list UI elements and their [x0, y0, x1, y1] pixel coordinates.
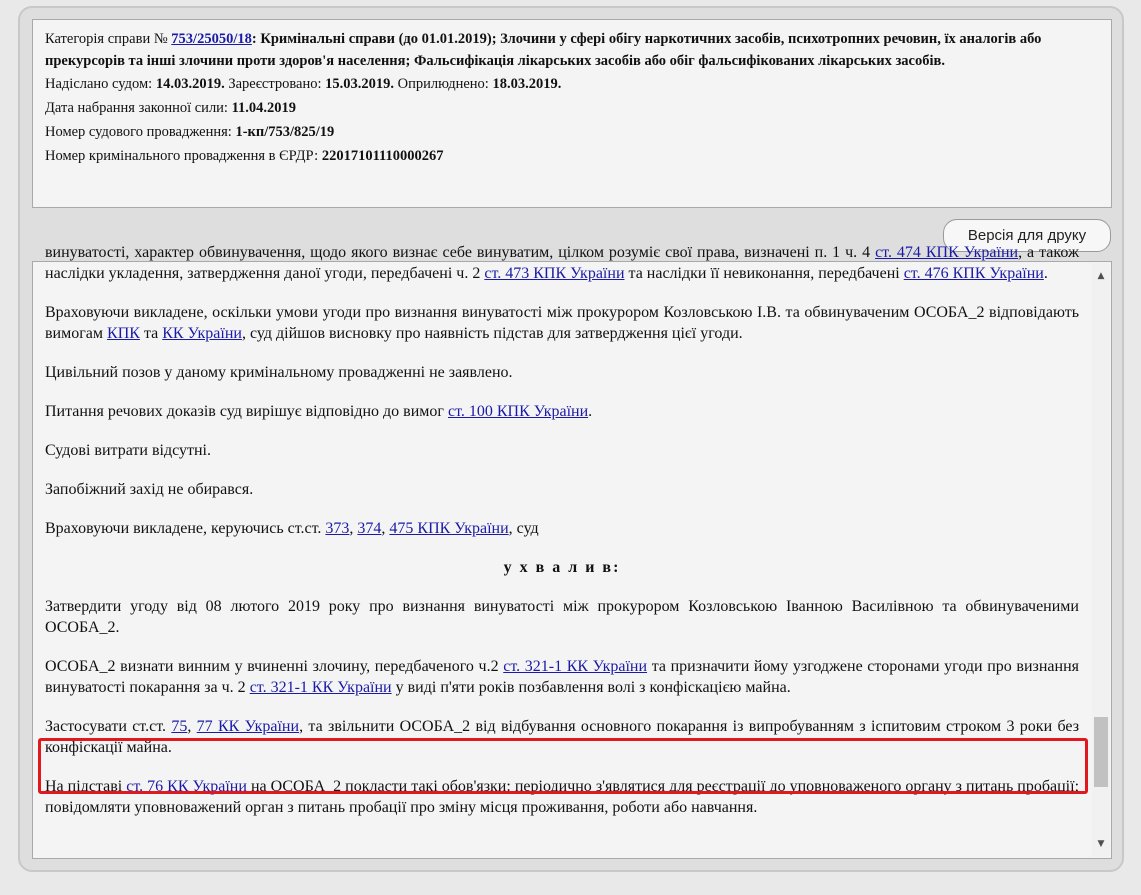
effective-date: Дата набрання законної сили: 11.04.2019	[45, 100, 297, 116]
print-version-button[interactable]: Версія для друку	[943, 219, 1111, 252]
law-link[interactable]: ст. 76 КК України	[126, 778, 247, 795]
highlighted-paragraph: Застосувати ст.ст. 75, 77 КК України, та звільнити ОСОБА_2 від відбування основного покарання із випробуванням з іспитовим строком 3 роки без конфіскації майна.	[45, 718, 1080, 756]
paragraph: Судові витрати відсутні.	[45, 442, 211, 459]
criminal-number: Номер кримінального провадження в ЄРДР: 22017101110000267	[45, 148, 444, 164]
law-link[interactable]: ст. 474 КПК України	[875, 244, 1019, 261]
paragraph: Враховуючи викладене, оскільки умови угоди про визнання винуватості між прокурором Козловською І.В. та обвинуваченим ОСОБА_2 відповідають вимогам КПК та КК України, суд дійшов висновку про наявність підстав для затвердження цієї угоди.	[45, 304, 1079, 342]
paragraph: Цивільний позов у даному кримінальному провадженні не заявлено.	[45, 364, 513, 381]
case-number-link[interactable]: 753/25050/18	[171, 31, 252, 47]
law-link[interactable]: 475 КПК України	[389, 520, 509, 537]
ruling-heading: у х в а л и в:	[503, 559, 621, 576]
paragraph: Затвердити угоду від 08 лютого 2019 року про визнання винуватості між прокурором Козловською Іванною Василівною та обвинуваченими ОСОБА_2.	[45, 598, 1079, 636]
law-link[interactable]: ст. 321-1 КК України	[249, 679, 392, 696]
law-link[interactable]: КК України	[162, 325, 242, 342]
proceeding-number: Номер судового провадження: 1-кп/753/825/19	[45, 124, 335, 140]
scroll-up-arrow-icon[interactable]: ▲	[1097, 271, 1105, 281]
paragraph: На підставі ст. 76 КК України на ОСОБА_2 покласти такі обов'язки: періодично з'являтися для реєстрації до уповноваженого органу з питань пробації; повідомляти уповноважений орган з питань пробації про зміну місця проживання, роботи або навчання.	[45, 778, 1080, 816]
law-link[interactable]: 77 КК України	[196, 718, 300, 735]
law-link[interactable]: КПК	[107, 325, 140, 342]
law-link[interactable]: ст. 100 КПК України	[447, 403, 589, 420]
paragraph: Запобіжний захід не обирався.	[45, 481, 254, 498]
case-info-panel	[32, 19, 1112, 208]
law-link[interactable]: ст. 476 КПК України	[903, 265, 1044, 282]
case-category: Категорія справи № 753/25050/18: Кримінальні справи (до 01.01.2019); Злочини у сфері обігу наркотичних засобів, психотропних речовин, їх аналогів або прекурсорів та інші злочини проти здоров'я населення; Фальсифікація лікарських засобів або обіг фальсифікованих лікарських засобів.	[45, 31, 1042, 69]
paragraph: винуватості, характер обвинувачення, щодо якого визнає себе винуватим, цілком розуміє свої права, визначені п. 1 ч. 4 ст. 474 КПК України, а також наслідки укладення, затвердження даної угоди, передбачені ч. 2 ст. 473 КПК України та наслідки її невиконання, передбачені ст. 476 КПК України.	[45, 244, 1080, 282]
law-link[interactable]: 373	[325, 520, 350, 537]
paragraph: Питання речових доказів суд вирішує відповідно до вимог ст. 100 КПК України.	[45, 403, 593, 420]
paragraph: ОСОБА_2 визнати винним у вчиненні злочину, передбаченого ч.2 ст. 321-1 КК України та призначити йому узгоджене сторонами угоди про визнання винуватості покарання за ч. 2 ст. 321-1 КК України у виді п'яти років позбавлення волі з конфіскацією майна.	[45, 658, 1079, 696]
scroll-thumb[interactable]	[1094, 717, 1108, 787]
law-link[interactable]: ст. 321-1 КК України	[503, 658, 648, 675]
document-scrollbar[interactable]	[1092, 263, 1110, 857]
document-viewer[interactable]	[32, 244, 1112, 859]
scroll-down-arrow-icon[interactable]: ▼	[1097, 839, 1105, 849]
paragraph: Враховуючи викладене, керуючись ст.ст. 373, 374, 475 КПК України, суд	[45, 520, 539, 537]
law-link[interactable]: 75	[171, 718, 188, 735]
law-link[interactable]: ст. 473 КПК України	[484, 265, 625, 282]
law-link[interactable]: 374	[357, 520, 382, 537]
document-text	[45, 242, 1079, 836]
case-dates: Надіслано судом: 14.03.2019. Зареєстровано: 15.03.2019. Оприлюднено: 18.03.2019.	[45, 76, 562, 92]
